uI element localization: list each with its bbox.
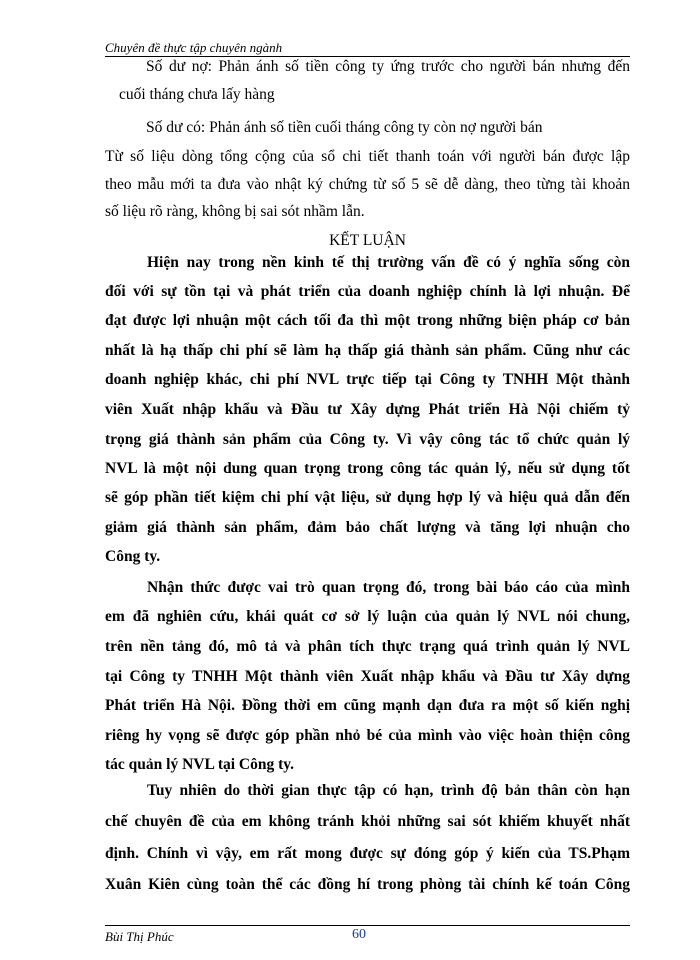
intro-line: theo mẫu mới ta đưa vào nhật ký chứng từ số 5 sẽ dễ dàng, theo từng tài khoản xyxy=(105,176,630,193)
conclusion-line: Công ty. xyxy=(105,548,161,565)
conclusion-line: định. Chính vì vậy, em rất mong được sự đóng góp ý kiến của TS.Phạm xyxy=(105,845,630,862)
conclusion-line: trọng giá thành sản phẩm của Công ty. Vì vậy công tác tổ chức quản lý xyxy=(105,431,630,448)
header-rule xyxy=(105,56,630,57)
conclusion-line: Phát triển Hà Nội. Đồng thời em cũng mạnh dạn đưa ra một số kiến nghị xyxy=(105,697,630,714)
conclusion-line: Hiện nay trong nền kinh tế thị trường vấn đề có ý nghĩa sống còn xyxy=(147,254,630,271)
running-header: Chuyên đề thực tập chuyên ngành xyxy=(105,40,283,55)
conclusion-line: giảm giá thành sản phẩm, đảm bảo chất lượng và tăng lợi nhuận cho xyxy=(105,519,630,536)
conclusion-line: viên Xuất nhập khẩu và Đầu tư Xây dựng Phát triển Hà Nội chiếm tỷ xyxy=(105,401,630,418)
conclusion-line: tác quản lý NVL tại Công ty. xyxy=(105,756,295,773)
conclusion-line: nhất là hạ thấp chi phí sẽ làm hạ thấp giá thành sản phẩm. Cũng như các xyxy=(105,342,630,359)
conclusion-line: doanh nghiệp khác, chi phí NVL trực tiếp tại Công ty TNHH Một thành xyxy=(105,371,630,388)
conclusion-line: đối với sự tồn tại và phát triển của doanh nghiệp chính là lợi nhuận. Để xyxy=(105,283,630,300)
conclusion-line: sẽ góp phần tiết kiệm chi phí vật liệu, sử dụng hợp lý và hiệu quả dẫn đến xyxy=(105,489,630,506)
intro-line: Số dư có: Phản ánh số tiền cuối tháng công ty còn nợ người bán xyxy=(146,119,543,136)
footer-author: Bùi Thị Phúc xyxy=(105,929,174,944)
conclusion-line: Tuy nhiên do thời gian thực tập có hạn, trình độ bản thân còn hạn xyxy=(147,782,630,799)
conclusion-line: tại Công ty TNHH Một thành viên Xuất nhập khẩu và Đầu tư Xây dựng xyxy=(105,668,630,685)
conclusion-line: riêng hy vọng sẽ được góp phần nhỏ bé của mình vào việc hoàn thiện công xyxy=(105,727,630,744)
section-heading: KẾT LUẬN xyxy=(329,232,406,249)
footer-rule xyxy=(105,925,630,926)
intro-line: số liệu rõ ràng, không bị sai sót nhầm lẫn. xyxy=(105,203,365,220)
intro-line: Từ số liệu dòng tổng cộng của sổ chi tiết thanh toán với người bán được lập xyxy=(105,148,630,165)
conclusion-line: trên nền tảng đó, mô tả và phân tích thực trạng quá trình quản lý NVL xyxy=(105,638,630,655)
conclusion-line: em đã nghiên cứu, khái quát cơ sở lý luận của quản lý NVL nói chung, xyxy=(105,608,630,625)
page-number: 60 xyxy=(352,927,366,942)
conclusion-line: chế chuyên đề của em không tránh khỏi những sai sót khiếm khuyết nhất xyxy=(105,813,630,830)
conclusion-line: NVL là một nội dung quan trọng trong công tác quản lý, nếu sử dụng tốt xyxy=(105,460,630,477)
conclusion-line: Xuân Kiên cùng toàn thể các đồng hí trong phòng tài chính kế toán Công xyxy=(105,876,630,893)
intro-line: cuối tháng chưa lấy hàng xyxy=(119,86,275,103)
intro-line: Số dư nợ: Phản ánh số tiền công ty ứng trước cho người bán nhưng đến xyxy=(146,58,630,75)
conclusion-line: đạt được lợi nhuận một cách tối đa thì một trong những biện pháp cơ bản xyxy=(105,312,630,329)
conclusion-line: Nhận thức được vai trò quan trọng đó, trong bài báo cáo của mình xyxy=(147,579,630,596)
